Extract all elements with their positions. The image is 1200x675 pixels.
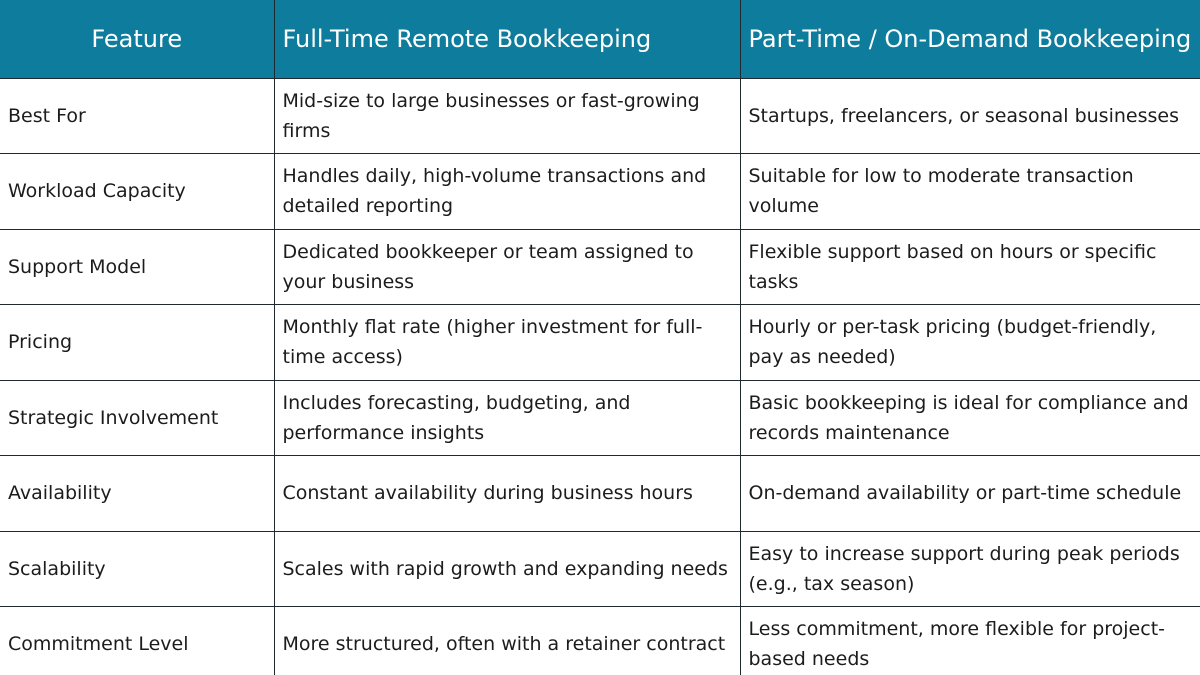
part-time-cell: Hourly or per-task pricing (budget-friendly, pay as needed) bbox=[740, 305, 1200, 381]
header-full-time: Full-Time Remote Bookkeeping bbox=[274, 0, 740, 78]
full-time-cell: Mid-size to large businesses or fast-growing firms bbox=[274, 78, 740, 154]
table-header bbox=[0, 0, 1200, 78]
feature-cell: Workload Capacity bbox=[0, 154, 274, 230]
feature-cell: Strategic Involvement bbox=[0, 380, 274, 456]
part-time-cell: On-demand availability or part-time schedule bbox=[740, 456, 1200, 532]
feature-cell: Pricing bbox=[0, 305, 274, 381]
table-row bbox=[0, 229, 1200, 305]
header-feature: Feature bbox=[0, 0, 274, 78]
full-time-cell: Handles daily, high-volume transactions and detailed reporting bbox=[274, 154, 740, 230]
header-part-time: Part-Time / On-Demand Bookkeeping bbox=[740, 0, 1200, 78]
table-row bbox=[0, 607, 1200, 675]
full-time-cell: Includes forecasting, budgeting, and performance insights bbox=[274, 380, 740, 456]
feature-cell: Best For bbox=[0, 78, 274, 154]
feature-cell: Commitment Level bbox=[0, 607, 274, 675]
full-time-cell: Dedicated bookkeeper or team assigned to your business bbox=[274, 229, 740, 305]
part-time-cell: Easy to increase support during peak periods (e.g., tax season) bbox=[740, 531, 1200, 607]
header-row bbox=[0, 0, 1200, 78]
part-time-cell: Less commitment, more flexible for project-based needs bbox=[740, 607, 1200, 675]
full-time-cell: Constant availability during business hours bbox=[274, 456, 740, 532]
feature-cell: Availability bbox=[0, 456, 274, 532]
part-time-cell: Suitable for low to moderate transaction volume bbox=[740, 154, 1200, 230]
part-time-cell: Startups, freelancers, or seasonal businesses bbox=[740, 78, 1200, 154]
part-time-cell: Basic bookkeeping is ideal for compliance and records maintenance bbox=[740, 380, 1200, 456]
table-body bbox=[0, 78, 1200, 675]
table-row bbox=[0, 456, 1200, 532]
table-row bbox=[0, 305, 1200, 381]
table-row bbox=[0, 531, 1200, 607]
feature-cell: Support Model bbox=[0, 229, 274, 305]
part-time-cell: Flexible support based on hours or specific tasks bbox=[740, 229, 1200, 305]
full-time-cell: Monthly flat rate (higher investment for full-time access) bbox=[274, 305, 740, 381]
table-row bbox=[0, 154, 1200, 230]
full-time-cell: Scales with rapid growth and expanding needs bbox=[274, 531, 740, 607]
full-time-cell: More structured, often with a retainer contract bbox=[274, 607, 740, 675]
table-row bbox=[0, 78, 1200, 154]
feature-cell: Scalability bbox=[0, 531, 274, 607]
table-row bbox=[0, 380, 1200, 456]
